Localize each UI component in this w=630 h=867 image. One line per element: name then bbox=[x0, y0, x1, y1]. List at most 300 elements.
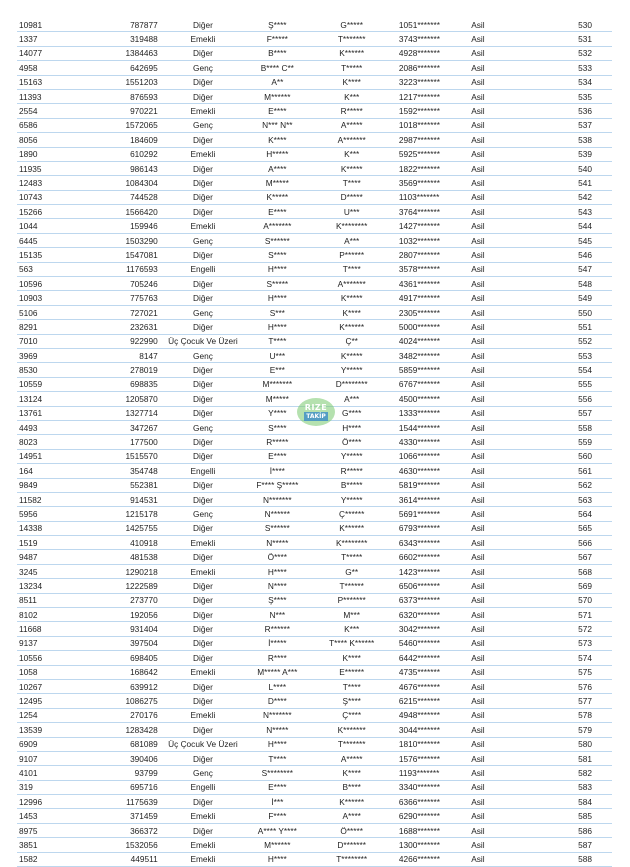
cell-applicant-id: 931404 bbox=[91, 622, 165, 636]
cell-record-no: 8975 bbox=[17, 823, 91, 837]
cell-status: Asil bbox=[463, 823, 537, 837]
cell-record-no: 563 bbox=[17, 262, 91, 276]
cell-status: Asil bbox=[463, 536, 537, 550]
cell-first-name: H**** bbox=[240, 852, 314, 866]
cell-category: Diğer bbox=[166, 478, 240, 492]
cell-rank: 540 bbox=[538, 161, 612, 175]
cell-rank: 569 bbox=[538, 579, 612, 593]
cell-applicant-id: 970221 bbox=[91, 104, 165, 118]
cell-category: Emekli bbox=[166, 147, 240, 161]
cell-category: Diğer bbox=[166, 406, 240, 420]
cell-applicant-id: 698835 bbox=[91, 377, 165, 391]
cell-status: Asil bbox=[463, 608, 537, 622]
cell-record-no: 11668 bbox=[17, 622, 91, 636]
cell-applicant-id: 270176 bbox=[91, 708, 165, 722]
cell-last-name: G***** bbox=[315, 18, 389, 32]
cell-first-name: F**** bbox=[240, 809, 314, 823]
cell-last-name: K*** bbox=[315, 622, 389, 636]
cell-category: Genç bbox=[166, 118, 240, 132]
cell-category: Üç Çocuk Ve Üzeri bbox=[166, 737, 240, 751]
cell-record-no: 2554 bbox=[17, 104, 91, 118]
cell-category: Diğer bbox=[166, 377, 240, 391]
cell-last-name: U*** bbox=[315, 205, 389, 219]
cell-record-no: 11582 bbox=[17, 492, 91, 506]
cell-tc-id-masked: 1300******* bbox=[389, 838, 463, 852]
table-row bbox=[17, 219, 612, 233]
cell-status: Asil bbox=[463, 248, 537, 262]
cell-rank: 570 bbox=[538, 593, 612, 607]
cell-applicant-id: 347267 bbox=[91, 420, 165, 434]
cell-applicant-id: 1384463 bbox=[91, 46, 165, 60]
cell-rank: 545 bbox=[538, 233, 612, 247]
cell-last-name: A***** bbox=[315, 751, 389, 765]
cell-tc-id-masked: 6320******* bbox=[389, 608, 463, 622]
cell-record-no: 13761 bbox=[17, 406, 91, 420]
cell-first-name: T**** bbox=[240, 751, 314, 765]
cell-applicant-id: 278019 bbox=[91, 363, 165, 377]
cell-tc-id-masked: 2807******* bbox=[389, 248, 463, 262]
cell-first-name: E**** bbox=[240, 205, 314, 219]
cell-category: Engelli bbox=[166, 780, 240, 794]
cell-last-name: M*** bbox=[315, 608, 389, 622]
cell-status: Asil bbox=[463, 118, 537, 132]
cell-rank: 532 bbox=[538, 46, 612, 60]
table-row bbox=[17, 651, 612, 665]
cell-first-name: H**** bbox=[240, 737, 314, 751]
cell-last-name: R***** bbox=[315, 464, 389, 478]
cell-status: Asil bbox=[463, 392, 537, 406]
cell-record-no: 4493 bbox=[17, 420, 91, 434]
cell-category: Diğer bbox=[166, 205, 240, 219]
cell-tc-id-masked: 5460******* bbox=[389, 636, 463, 650]
cell-last-name: Ç****** bbox=[315, 507, 389, 521]
cell-applicant-id: 1283428 bbox=[91, 723, 165, 737]
cell-applicant-id: 410918 bbox=[91, 536, 165, 550]
table-row bbox=[17, 118, 612, 132]
cell-first-name: S******** bbox=[240, 766, 314, 780]
cell-rank: 566 bbox=[538, 536, 612, 550]
cell-first-name: B**** C** bbox=[240, 61, 314, 75]
table-row bbox=[17, 248, 612, 262]
table-row bbox=[17, 708, 612, 722]
cell-tc-id-masked: 5000******* bbox=[389, 320, 463, 334]
cell-status: Asil bbox=[463, 492, 537, 506]
cell-rank: 557 bbox=[538, 406, 612, 420]
cell-applicant-id: 876593 bbox=[91, 89, 165, 103]
cell-tc-id-masked: 1051******* bbox=[389, 18, 463, 32]
cell-last-name: A**** bbox=[315, 809, 389, 823]
cell-category: Engelli bbox=[166, 464, 240, 478]
cell-first-name: A******* bbox=[240, 219, 314, 233]
cell-record-no: 3969 bbox=[17, 348, 91, 362]
cell-tc-id-masked: 4500******* bbox=[389, 392, 463, 406]
cell-status: Asil bbox=[463, 622, 537, 636]
table-row bbox=[17, 363, 612, 377]
cell-first-name: M***** bbox=[240, 176, 314, 190]
cell-last-name: T**** bbox=[315, 262, 389, 276]
cell-record-no: 1519 bbox=[17, 536, 91, 550]
cell-last-name: K**** bbox=[315, 305, 389, 319]
cell-record-no: 14951 bbox=[17, 449, 91, 463]
cell-rank: 582 bbox=[538, 766, 612, 780]
cell-tc-id-masked: 5859******* bbox=[389, 363, 463, 377]
cell-status: Asil bbox=[463, 262, 537, 276]
cell-applicant-id: 1551203 bbox=[91, 75, 165, 89]
cell-status: Asil bbox=[463, 564, 537, 578]
cell-rank: 560 bbox=[538, 449, 612, 463]
cell-last-name: Y***** bbox=[315, 492, 389, 506]
cell-first-name: Ş**** bbox=[240, 593, 314, 607]
cell-tc-id-masked: 3764******* bbox=[389, 205, 463, 219]
cell-first-name: H**** bbox=[240, 564, 314, 578]
cell-rank: 562 bbox=[538, 478, 612, 492]
cell-first-name: M****** bbox=[240, 838, 314, 852]
cell-first-name: İ*** bbox=[240, 795, 314, 809]
cell-rank: 559 bbox=[538, 435, 612, 449]
cell-applicant-id: 681089 bbox=[91, 737, 165, 751]
cell-rank: 579 bbox=[538, 723, 612, 737]
cell-last-name: K****** bbox=[315, 521, 389, 535]
cell-last-name: G**** bbox=[315, 406, 389, 420]
cell-applicant-id: 1572065 bbox=[91, 118, 165, 132]
cell-applicant-id: 168642 bbox=[91, 665, 165, 679]
cell-first-name: E**** bbox=[240, 449, 314, 463]
cell-applicant-id: 371459 bbox=[91, 809, 165, 823]
cell-category: Diğer bbox=[166, 392, 240, 406]
cell-first-name: E**** bbox=[240, 780, 314, 794]
cell-applicant-id: 184609 bbox=[91, 133, 165, 147]
cell-record-no: 14077 bbox=[17, 46, 91, 60]
cell-tc-id-masked: 1066******* bbox=[389, 449, 463, 463]
cell-first-name: H**** bbox=[240, 262, 314, 276]
table-row bbox=[17, 291, 612, 305]
cell-applicant-id: 159946 bbox=[91, 219, 165, 233]
cell-rank: 542 bbox=[538, 190, 612, 204]
cell-rank: 572 bbox=[538, 622, 612, 636]
cell-category: Diğer bbox=[166, 593, 240, 607]
cell-tc-id-masked: 2305******* bbox=[389, 305, 463, 319]
cell-last-name: A*** bbox=[315, 233, 389, 247]
cell-record-no: 6445 bbox=[17, 233, 91, 247]
table-row bbox=[17, 780, 612, 794]
cell-record-no: 8023 bbox=[17, 435, 91, 449]
cell-last-name: K**** bbox=[315, 766, 389, 780]
cell-record-no: 8056 bbox=[17, 133, 91, 147]
cell-last-name: K******** bbox=[315, 536, 389, 550]
cell-last-name: Ö**** bbox=[315, 435, 389, 449]
cell-first-name: Ö**** bbox=[240, 550, 314, 564]
cell-status: Asil bbox=[463, 61, 537, 75]
cell-applicant-id: 1532056 bbox=[91, 838, 165, 852]
cell-tc-id-masked: 4630******* bbox=[389, 464, 463, 478]
cell-tc-id-masked: 6767******* bbox=[389, 377, 463, 391]
cell-tc-id-masked: 6602******* bbox=[389, 550, 463, 564]
cell-category: Diğer bbox=[166, 622, 240, 636]
cell-applicant-id: 1086275 bbox=[91, 694, 165, 708]
cell-first-name: S*** bbox=[240, 305, 314, 319]
cell-category: Genç bbox=[166, 348, 240, 362]
cell-status: Asil bbox=[463, 320, 537, 334]
cell-applicant-id: 177500 bbox=[91, 435, 165, 449]
table-row bbox=[17, 536, 612, 550]
results-table bbox=[17, 18, 612, 867]
cell-status: Asil bbox=[463, 838, 537, 852]
cell-tc-id-masked: 2987******* bbox=[389, 133, 463, 147]
cell-tc-id-masked: 3482******* bbox=[389, 348, 463, 362]
table-row bbox=[17, 305, 612, 319]
table-row bbox=[17, 190, 612, 204]
cell-status: Asil bbox=[463, 723, 537, 737]
cell-last-name: P****** bbox=[315, 248, 389, 262]
cell-tc-id-masked: 4330******* bbox=[389, 435, 463, 449]
table-row bbox=[17, 751, 612, 765]
cell-rank: 556 bbox=[538, 392, 612, 406]
results-table-body bbox=[17, 18, 612, 867]
cell-tc-id-masked: 1688******* bbox=[389, 823, 463, 837]
cell-rank: 546 bbox=[538, 248, 612, 262]
cell-rank: 587 bbox=[538, 838, 612, 852]
cell-first-name: N****** bbox=[240, 507, 314, 521]
cell-category: Üç Çocuk Ve Üzeri bbox=[166, 334, 240, 348]
table-row bbox=[17, 550, 612, 564]
cell-record-no: 10743 bbox=[17, 190, 91, 204]
cell-first-name: H**** bbox=[240, 320, 314, 334]
table-row bbox=[17, 694, 612, 708]
cell-rank: 581 bbox=[538, 751, 612, 765]
cell-applicant-id: 1222589 bbox=[91, 579, 165, 593]
cell-category: Emekli bbox=[166, 536, 240, 550]
cell-last-name: T**** bbox=[315, 176, 389, 190]
cell-rank: 585 bbox=[538, 809, 612, 823]
cell-first-name: B**** bbox=[240, 46, 314, 60]
cell-status: Asil bbox=[463, 32, 537, 46]
cell-record-no: 1337 bbox=[17, 32, 91, 46]
cell-status: Asil bbox=[463, 679, 537, 693]
cell-first-name: R****** bbox=[240, 622, 314, 636]
cell-status: Asil bbox=[463, 219, 537, 233]
cell-status: Asil bbox=[463, 766, 537, 780]
cell-status: Asil bbox=[463, 176, 537, 190]
cell-category: Genç bbox=[166, 420, 240, 434]
cell-category: Diğer bbox=[166, 435, 240, 449]
cell-tc-id-masked: 4361******* bbox=[389, 277, 463, 291]
cell-last-name: G** bbox=[315, 564, 389, 578]
cell-tc-id-masked: 1193******* bbox=[389, 766, 463, 780]
cell-applicant-id: 1175639 bbox=[91, 795, 165, 809]
cell-first-name: E**** bbox=[240, 104, 314, 118]
cell-record-no: 13124 bbox=[17, 392, 91, 406]
cell-first-name: S****** bbox=[240, 521, 314, 535]
cell-record-no: 11393 bbox=[17, 89, 91, 103]
cell-first-name: F***** bbox=[240, 32, 314, 46]
cell-applicant-id: 93799 bbox=[91, 766, 165, 780]
cell-tc-id-masked: 6290******* bbox=[389, 809, 463, 823]
cell-status: Asil bbox=[463, 449, 537, 463]
results-sheet bbox=[17, 18, 612, 867]
cell-applicant-id: 1215178 bbox=[91, 507, 165, 521]
cell-record-no: 10596 bbox=[17, 277, 91, 291]
cell-tc-id-masked: 3340******* bbox=[389, 780, 463, 794]
cell-category: Emekli bbox=[166, 708, 240, 722]
cell-rank: 537 bbox=[538, 118, 612, 132]
cell-rank: 549 bbox=[538, 291, 612, 305]
cell-first-name: K***** bbox=[240, 190, 314, 204]
cell-tc-id-masked: 3044******* bbox=[389, 723, 463, 737]
cell-last-name: B***** bbox=[315, 478, 389, 492]
cell-category: Diğer bbox=[166, 651, 240, 665]
cell-status: Asil bbox=[463, 795, 537, 809]
table-row bbox=[17, 277, 612, 291]
cell-last-name: T****** bbox=[315, 579, 389, 593]
table-row bbox=[17, 737, 612, 751]
cell-rank: 586 bbox=[538, 823, 612, 837]
cell-tc-id-masked: 5819******* bbox=[389, 478, 463, 492]
cell-status: Asil bbox=[463, 636, 537, 650]
cell-tc-id-masked: 2086******* bbox=[389, 61, 463, 75]
cell-rank: 574 bbox=[538, 651, 612, 665]
cell-first-name: H**** bbox=[240, 291, 314, 305]
cell-last-name: A******* bbox=[315, 277, 389, 291]
cell-status: Asil bbox=[463, 579, 537, 593]
cell-record-no: 319 bbox=[17, 780, 91, 794]
cell-tc-id-masked: 6215******* bbox=[389, 694, 463, 708]
cell-first-name: Ş**** bbox=[240, 18, 314, 32]
cell-record-no: 10556 bbox=[17, 651, 91, 665]
cell-rank: 567 bbox=[538, 550, 612, 564]
rize-takip-logo bbox=[297, 398, 335, 426]
cell-first-name: S**** bbox=[240, 420, 314, 434]
cell-last-name: K******* bbox=[315, 723, 389, 737]
cell-category: Diğer bbox=[166, 579, 240, 593]
cell-last-name: K**** bbox=[315, 75, 389, 89]
cell-category: Diğer bbox=[166, 636, 240, 650]
cell-tc-id-masked: 4928******* bbox=[389, 46, 463, 60]
cell-first-name: M***** bbox=[240, 392, 314, 406]
table-row bbox=[17, 679, 612, 693]
cell-status: Asil bbox=[463, 205, 537, 219]
cell-applicant-id: 1205870 bbox=[91, 392, 165, 406]
cell-record-no: 5956 bbox=[17, 507, 91, 521]
cell-status: Asil bbox=[463, 406, 537, 420]
cell-category: Diğer bbox=[166, 176, 240, 190]
table-row bbox=[17, 320, 612, 334]
cell-last-name: T***** bbox=[315, 550, 389, 564]
cell-applicant-id: 481538 bbox=[91, 550, 165, 564]
cell-record-no: 15266 bbox=[17, 205, 91, 219]
cell-status: Asil bbox=[463, 190, 537, 204]
cell-first-name: A**** bbox=[240, 161, 314, 175]
table-row bbox=[17, 507, 612, 521]
cell-category: Genç bbox=[166, 507, 240, 521]
cell-last-name: K****** bbox=[315, 46, 389, 60]
cell-record-no: 7010 bbox=[17, 334, 91, 348]
cell-category: Genç bbox=[166, 233, 240, 247]
table-row bbox=[17, 766, 612, 780]
cell-category: Diğer bbox=[166, 521, 240, 535]
cell-rank: 561 bbox=[538, 464, 612, 478]
cell-rank: 575 bbox=[538, 665, 612, 679]
cell-status: Asil bbox=[463, 435, 537, 449]
cell-category: Diğer bbox=[166, 608, 240, 622]
cell-first-name: N**** bbox=[240, 579, 314, 593]
cell-applicant-id: 695716 bbox=[91, 780, 165, 794]
cell-rank: 550 bbox=[538, 305, 612, 319]
cell-first-name: N******* bbox=[240, 708, 314, 722]
cell-rank: 563 bbox=[538, 492, 612, 506]
cell-applicant-id: 1290218 bbox=[91, 564, 165, 578]
cell-applicant-id: 1176593 bbox=[91, 262, 165, 276]
cell-status: Asil bbox=[463, 737, 537, 751]
cell-last-name: K****** bbox=[315, 795, 389, 809]
cell-record-no: 9137 bbox=[17, 636, 91, 650]
logo-text-bottom: TAKİP bbox=[306, 413, 326, 420]
cell-first-name: D**** bbox=[240, 694, 314, 708]
cell-applicant-id: 1515570 bbox=[91, 449, 165, 463]
cell-rank: 558 bbox=[538, 420, 612, 434]
cell-first-name: M******* bbox=[240, 377, 314, 391]
cell-tc-id-masked: 4948******* bbox=[389, 708, 463, 722]
cell-status: Asil bbox=[463, 478, 537, 492]
cell-status: Asil bbox=[463, 464, 537, 478]
cell-last-name: D***** bbox=[315, 190, 389, 204]
cell-first-name: İ***** bbox=[240, 636, 314, 650]
cell-status: Asil bbox=[463, 18, 537, 32]
cell-rank: 544 bbox=[538, 219, 612, 233]
cell-tc-id-masked: 3569******* bbox=[389, 176, 463, 190]
cell-rank: 551 bbox=[538, 320, 612, 334]
table-row bbox=[17, 75, 612, 89]
cell-applicant-id: 639912 bbox=[91, 679, 165, 693]
cell-tc-id-masked: 6506******* bbox=[389, 579, 463, 593]
cell-applicant-id: 705246 bbox=[91, 277, 165, 291]
cell-first-name: A**** Y**** bbox=[240, 823, 314, 837]
cell-record-no: 4101 bbox=[17, 766, 91, 780]
cell-category: Diğer bbox=[166, 823, 240, 837]
cell-last-name: T**** bbox=[315, 679, 389, 693]
cell-rank: 548 bbox=[538, 277, 612, 291]
cell-category: Emekli bbox=[166, 564, 240, 578]
table-row bbox=[17, 579, 612, 593]
table-row bbox=[17, 176, 612, 190]
cell-tc-id-masked: 5925******* bbox=[389, 147, 463, 161]
cell-rank: 539 bbox=[538, 147, 612, 161]
table-row bbox=[17, 147, 612, 161]
cell-record-no: 6909 bbox=[17, 737, 91, 751]
cell-record-no: 1044 bbox=[17, 219, 91, 233]
cell-record-no: 10903 bbox=[17, 291, 91, 305]
cell-record-no: 8511 bbox=[17, 593, 91, 607]
cell-applicant-id: 775763 bbox=[91, 291, 165, 305]
cell-record-no: 13234 bbox=[17, 579, 91, 593]
cell-applicant-id: 354748 bbox=[91, 464, 165, 478]
table-row bbox=[17, 334, 612, 348]
cell-applicant-id: 986143 bbox=[91, 161, 165, 175]
table-row bbox=[17, 449, 612, 463]
cell-applicant-id: 397504 bbox=[91, 636, 165, 650]
cell-status: Asil bbox=[463, 507, 537, 521]
cell-last-name: Ç**** bbox=[315, 708, 389, 722]
cell-category: Diğer bbox=[166, 248, 240, 262]
table-row bbox=[17, 205, 612, 219]
cell-tc-id-masked: 4735******* bbox=[389, 665, 463, 679]
cell-status: Asil bbox=[463, 780, 537, 794]
cell-first-name: N******* bbox=[240, 492, 314, 506]
cell-applicant-id: 232631 bbox=[91, 320, 165, 334]
cell-first-name: N*** N** bbox=[240, 118, 314, 132]
cell-record-no: 1453 bbox=[17, 809, 91, 823]
cell-first-name: İ**** bbox=[240, 464, 314, 478]
table-row bbox=[17, 838, 612, 852]
